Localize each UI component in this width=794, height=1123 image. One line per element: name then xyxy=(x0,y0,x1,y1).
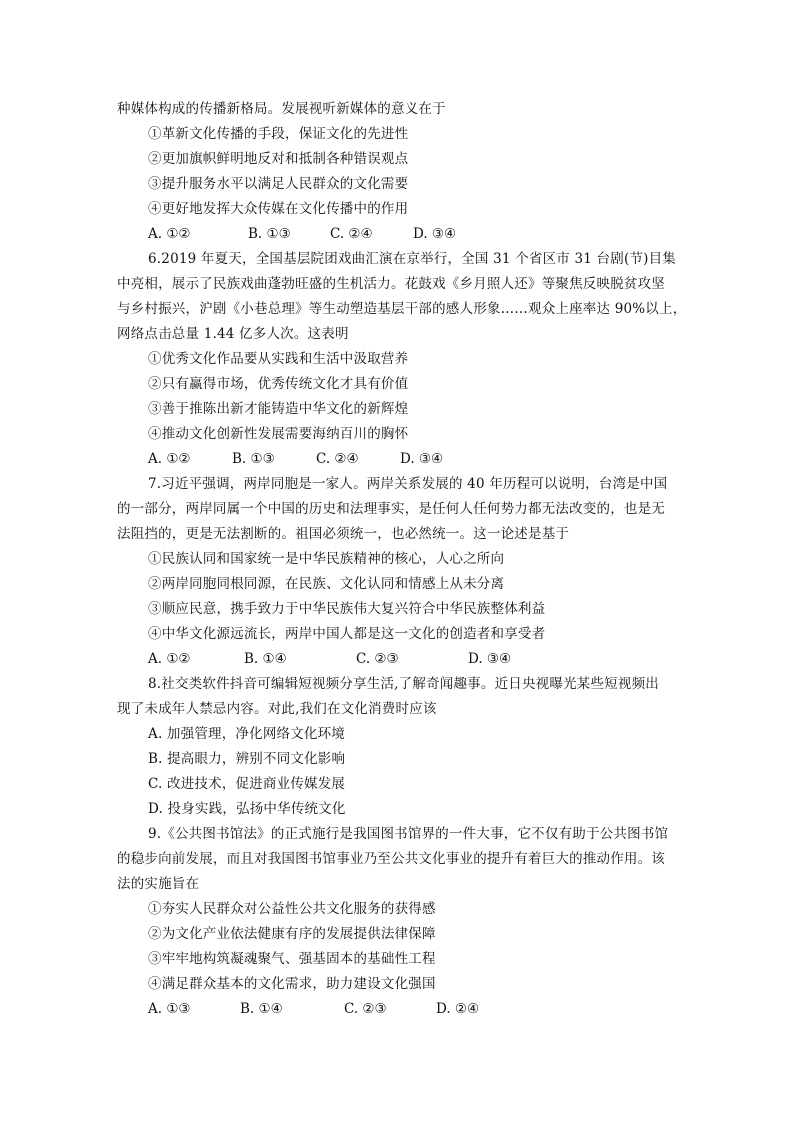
q7-choice-d: D. ③④ xyxy=(468,651,512,667)
q8-option-a: A. 加强管理，净化网络文化环境 xyxy=(148,726,346,742)
q5-choice-c: C. ②④ xyxy=(330,226,373,242)
q8-stem-line-2: 现了未成年人禁忌内容。对此,我们在文化消费时应该 xyxy=(117,701,437,717)
q9-stem-line-1: 9.《公共图书馆法》的正式施行是我国图书馆界的一件大事，它不仅有助于公共图书馆 xyxy=(148,826,669,842)
q8-option-d: D. 投身实践，弘扬中华传统文化 xyxy=(148,801,346,817)
q6-option-4: ④推动文化创新性发展需要海纳百川的胸怀 xyxy=(148,426,409,442)
q5-option-4: ④更好地发挥大众传媒在文化传播中的作用 xyxy=(148,201,409,217)
q5-option-2: ②更加旗帜鲜明地反对和抵制各种错误观点 xyxy=(148,151,409,167)
q9-choice-d: D. ②④ xyxy=(436,1001,480,1017)
q5-stem-line-1: 种媒体构成的传播新格局。发展视听新媒体的意义在于 xyxy=(117,101,446,117)
q9-option-3: ③牢牢地构筑凝魂聚气、强基固本的基础性工程 xyxy=(148,951,436,967)
q9-choice-c: C. ②③ xyxy=(344,1001,387,1017)
q7-option-3: ③顺应民意，携手致力于中华民族伟大复兴符合中华民族整体利益 xyxy=(148,601,546,617)
q7-choice-c: C. ②③ xyxy=(356,651,399,667)
q6-choice-a: A. ①② xyxy=(148,451,191,467)
q9-option-1: ①夯实人民群众对公益性公共文化服务的获得感 xyxy=(148,901,436,917)
q6-stem-line-3: 与乡村振兴，沪剧《小巷总理》等生动塑造基层干部的感人形象……观众上座率达 90%以上， xyxy=(117,301,687,317)
q5-option-3: ③提升服务水平以满足人民群众的文化需要 xyxy=(148,176,409,192)
q7-choice-b: B. ①④ xyxy=(244,651,287,667)
q7-option-1: ①民族认同和国家统一是中华民族精神的核心，人心之所向 xyxy=(148,551,505,567)
q6-choice-b: B. ①③ xyxy=(232,451,275,467)
q6-option-3: ③善于推陈出新才能铸造中华文化的新辉煌 xyxy=(148,401,409,417)
q8-option-c: C. 改进技术，促进商业传媒发展 xyxy=(148,776,346,792)
q9-option-4: ④满足群众基本的文化需求，助力建设文化强国 xyxy=(148,976,436,992)
q7-stem-line-2: 的一部分，两岸同属一个中国的历史和法理事实，是任何人任何势力都无法改变的，也是无 xyxy=(117,501,665,517)
q5-choice-a: A. ①② xyxy=(148,226,191,242)
q9-stem-line-2: 的稳步向前发展，而且对我国图书馆事业乃至公共文化事业的提升有着巨大的推动作用。该 xyxy=(117,851,665,867)
q7-stem-line-3: 法阻挡的，更是无法割断的。祖国必须统一，也必然统一。这一论述是基于 xyxy=(117,526,570,542)
q6-option-2: ②只有赢得市场，优秀传统文化才具有价值 xyxy=(148,376,409,392)
q8-stem-line-1: 8.社交类软件抖音可编辑短视频分享生活,了解奇闻趣事。近日央视曝光某些短视频出 xyxy=(148,676,659,692)
q6-stem-line-4: 网络点击总量 1.44 亿多人次。这表明 xyxy=(117,326,349,342)
q5-choice-d: D. ③④ xyxy=(413,226,457,242)
q8-option-b: B. 提高眼力，辨别不同文化影响 xyxy=(148,751,346,767)
q5-choice-b: B. ①③ xyxy=(248,226,291,242)
q6-option-1: ①优秀文化作品要从实践和生活中汲取营养 xyxy=(148,351,409,367)
q7-option-2: ②两岸同胞同根同源，在民族、文化认同和情感上从未分离 xyxy=(148,576,505,592)
q6-choice-d: D. ③④ xyxy=(400,451,444,467)
q6-choice-c: C. ②④ xyxy=(316,451,359,467)
q6-stem-line-1: 6.2019 年夏天，全国基层院团戏曲汇演在京举行，全国 31 个省区市 31 台剧(节)目集 xyxy=(148,251,676,267)
q9-choice-b: B. ①④ xyxy=(240,1001,283,1017)
q5-option-1: ①革新文化传播的手段，保证文化的先进性 xyxy=(148,126,409,142)
q7-choice-a: A. ①② xyxy=(148,651,191,667)
q7-stem-line-1: 7.习近平强调，两岸同胞是一家人。两岸关系发展的 40 年历程可以说明，台湾是中国 xyxy=(148,476,668,492)
q9-stem-line-3: 法的实施旨在 xyxy=(117,876,200,892)
q6-stem-line-2: 中亮相，展示了民族戏曲蓬勃旺盛的生机活力。花鼓戏《乡月照人还》等聚焦反映脱贫攻坚 xyxy=(117,276,665,292)
q9-option-2: ②为文化产业依法健康有序的发展提供法律保障 xyxy=(148,926,436,942)
q9-choice-a: A. ①③ xyxy=(148,1001,191,1017)
q7-option-4: ④中华文化源远流长，两岸中国人都是这一文化的创造者和享受者 xyxy=(148,626,546,642)
